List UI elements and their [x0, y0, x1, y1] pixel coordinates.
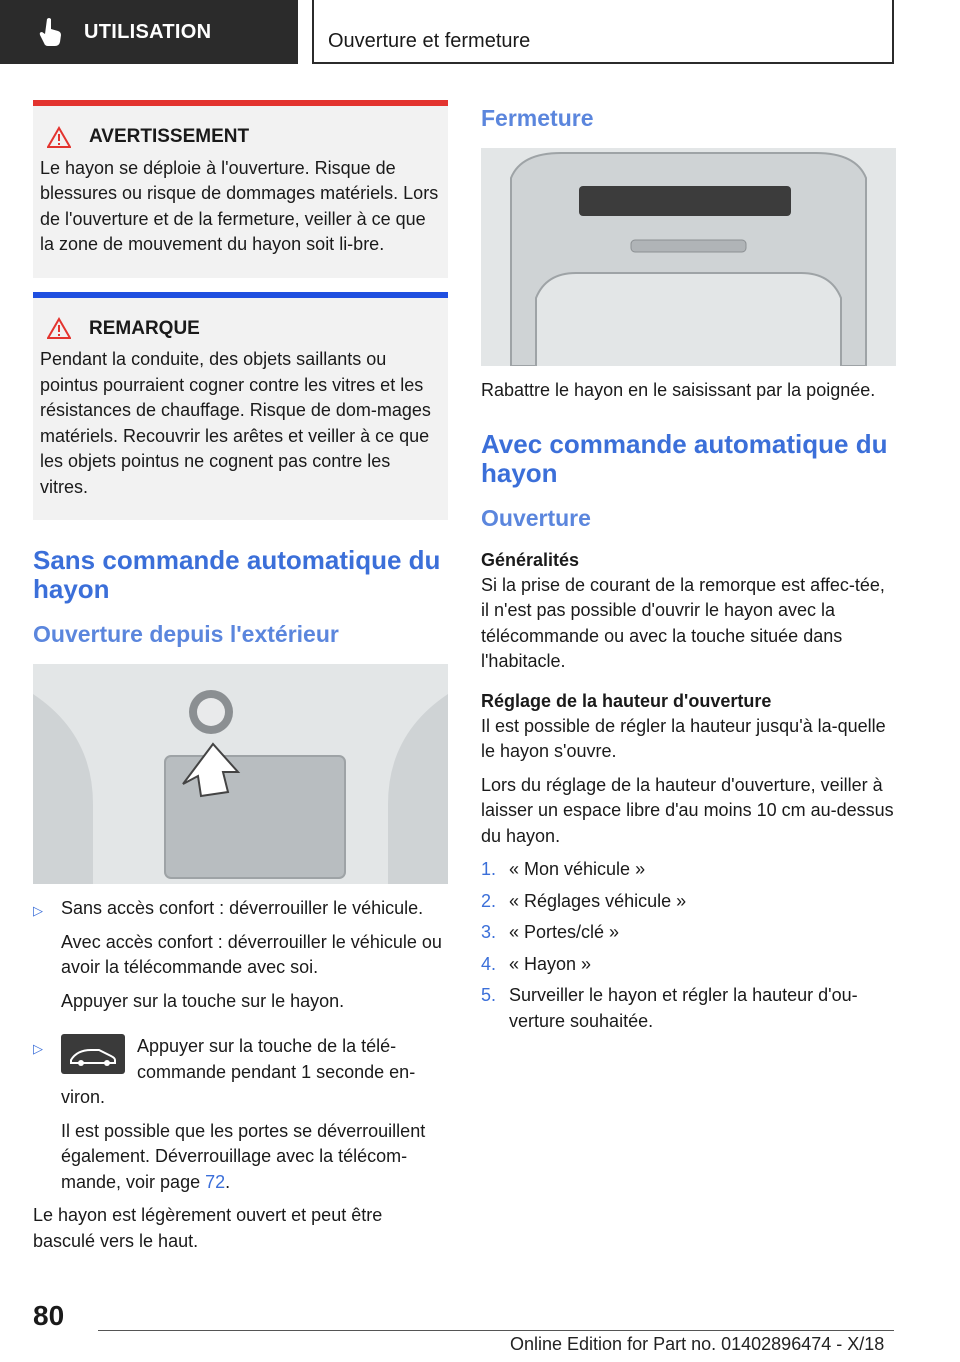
note-text: Pendant la conduite, des objets saillants ou pointus pourraient cogner contre les vitres et les résistances de chauffage. Risque de dom‐mages matériels. Recouvrir les arêtes et veiller à ce que les objets pointus ne cognent pas contre les vitres. [40, 349, 431, 497]
tailgate-handle-illustration [481, 148, 896, 366]
warning-box [33, 100, 448, 278]
reglage-title: Réglage de la hauteur d'ouverture [481, 690, 772, 711]
reglage-text-1: Il est possible de régler la hauteur jusqu'à la‐quelle le hayon s'ouvre. [481, 715, 886, 761]
steps-list [481, 857, 896, 1034]
right-column [481, 100, 896, 1040]
left-column [33, 100, 448, 1262]
heading-sans-commande: Sans commande automatique du hayon [33, 545, 441, 604]
warning-title: AVERTISSEMENT [89, 126, 250, 147]
note-triangle-icon [47, 317, 71, 339]
reglage-text-2: Lors du réglage de la hauteur d'ouverture, veiller à laisser un espace libre d'au moins 10 cm au-dessus du hayon. [481, 774, 894, 846]
list-item: 2. « Réglages véhicule » [481, 890, 687, 911]
fermeture-text: Rabattre le hayon en le saisissant par la poignée. [481, 380, 876, 400]
list-item: 4. « Hayon » [481, 953, 592, 974]
chapter-title: Ouverture et fermeture [328, 30, 531, 52]
tailgate-button-illustration [33, 664, 448, 884]
note-title: REMARQUE [89, 317, 200, 339]
generalites-title: Généralités [481, 549, 580, 570]
section-title: UTILISATION [84, 20, 212, 43]
generalites-text: Si la prise de courant de la remorque est affec‐tée, il n'est pas possible d'ouvrir le hayon avec la télécommande ou avec la touche située dans l'habitacle. [481, 574, 885, 671]
list-item: 5. Surveiller le hayon et régler la hauteur d'ou‐verture souhaitée. [481, 985, 858, 1031]
list-item: 1. « Mon véhicule » [481, 859, 646, 879]
remote-trunk-icon [61, 1034, 125, 1074]
triangle-bullet-icon: ▷ [33, 1041, 43, 1056]
page-link[interactable]: 72 [205, 1171, 226, 1192]
list-item: 3. « Portes/clé » [481, 922, 620, 942]
subheading-ouverture-exterieur: Ouverture depuis l'extérieur [33, 621, 339, 647]
list-item: ▷ Appuyer sur la touche de la télé‐commande pendant 1 seconde en‐viron. Il est possible que les portes se déverrouillent également. Déverrouillage avec la télécom‐mande, voir page 72. [33, 1034, 448, 1203]
chapter-tab [312, 0, 894, 64]
closing-text: Le hayon est légèrement ouvert et peut être basculé vers le haut. [33, 1205, 383, 1251]
warning-text: Le hayon se déploie à l'ouverture. Risque de blessures ou risque de dommages matériels. Lors de l'ouverture et de la fermeture, veiller à ce que la zone de mouvement du hayon soit li‐bre. [40, 157, 439, 254]
heading-fermeture: Fermeture [481, 105, 594, 131]
hand-pointer-icon [38, 17, 64, 47]
footer-divider [98, 1330, 894, 1331]
heading-avec-commande: Avec commande automatique du hayon [481, 428, 888, 488]
list-item: ▷ Sans accès confort : déverrouiller le véhicule. Avec accès confort : déverrouiller le véhicule ou avoir la télécommande avec soi. Appuyer sur la touche sur le hayon. [33, 896, 448, 1022]
page-number: 80 [33, 1300, 65, 1331]
edition-text: Online Edition for Part no. 01402896474 - X/18 [510, 1334, 885, 1354]
section-tab [0, 0, 298, 64]
triangle-bullet-icon: ▷ [33, 903, 43, 918]
subheading-ouverture: Ouverture [481, 504, 591, 531]
note-box [33, 292, 448, 521]
warning-triangle-icon [47, 126, 71, 148]
